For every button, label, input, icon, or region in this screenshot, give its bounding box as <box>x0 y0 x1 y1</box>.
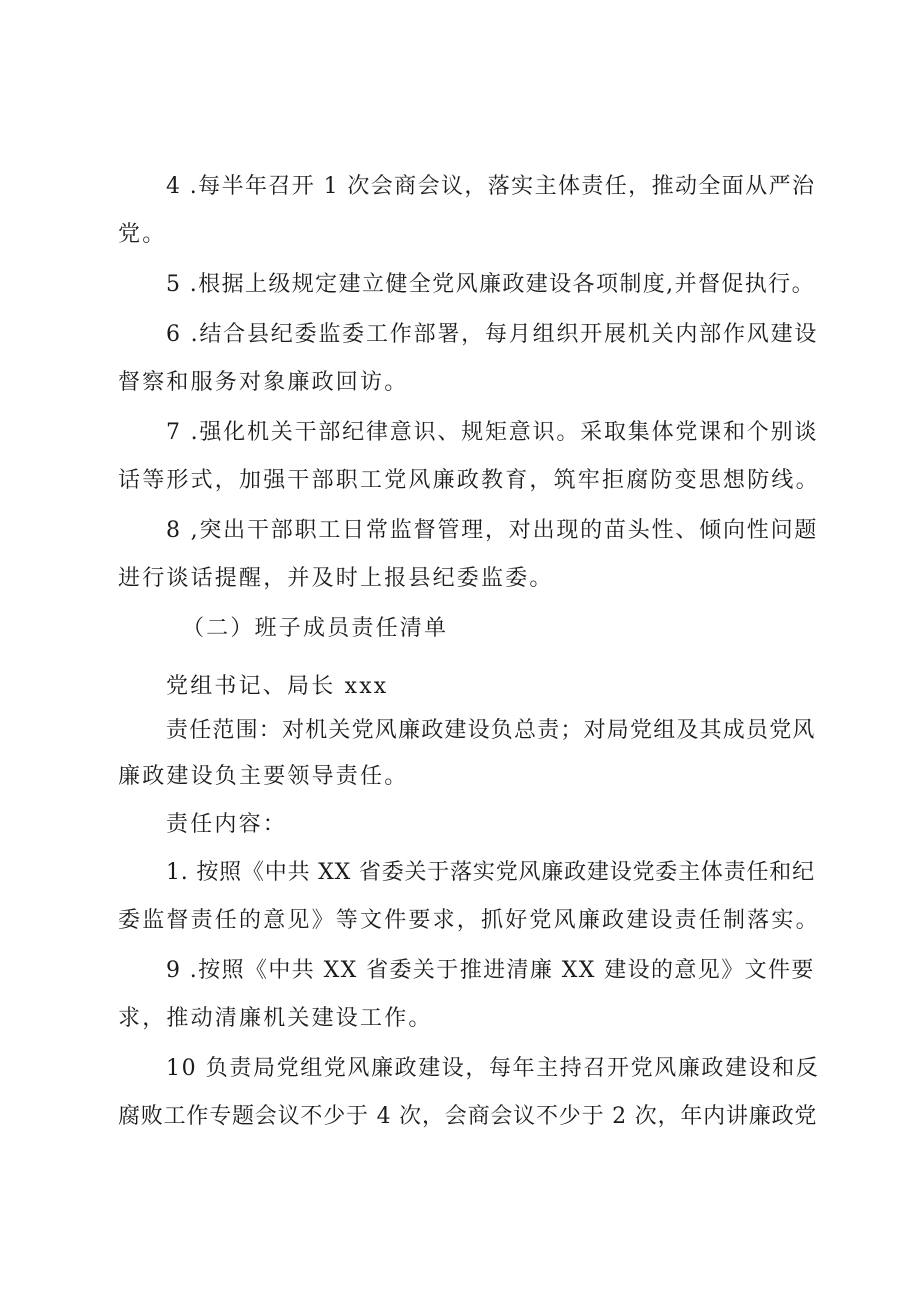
item-1-line-1: 1. 按照《中共 XX 省委关于落实党风廉政建设党委主体责任和纪 <box>166 860 815 885</box>
responsibility-content-label: 责任内容： <box>166 812 288 837</box>
paragraph-6-line-2: 督察和服务对象廉政回访。 <box>118 370 409 395</box>
item-10-line-1: 10 负责局党组党风廉政建设，每年主持召开党风廉政建设和反 <box>166 1056 820 1081</box>
item-9-line-1: 9 .按照《中共 XX 省委关于推进清廉 XX 建设的意见》文件要 <box>166 958 815 983</box>
item-9-line-2: 求，推动清廉机关建设工作。 <box>118 1006 433 1031</box>
item-10-line-2: 腐败工作专题会议不少于 4 次，会商会议不少于 2 次，年内讲廉政党 <box>118 1104 818 1129</box>
paragraph-4-line-1: 4 .每半年召开 1 次会商会议，落实主体责任，推动全面从严治 <box>166 174 816 199</box>
paragraph-6-line-1: 6 .结合县纪委监委工作部署，每月组织开展机关内部作风建设 <box>166 322 819 347</box>
paragraph-5-line-1: 5 .根据上级规定建立健全党风廉政建设各项制度,并督促执行。 <box>166 272 815 297</box>
paragraph-7-line-2: 话等形式，加强干部职工党风廉政教育，筑牢拒腐防变思想防线。 <box>118 468 820 493</box>
paragraph-7-line-1: 7 .强化机关干部纪律意识、规矩意识。采取集体党课和个别谈 <box>166 420 819 445</box>
paragraph-4-line-2: 党。 <box>118 222 167 247</box>
person-title: 党组书记、局长 xxx <box>166 674 389 699</box>
paragraph-8-line-1: 8 ,突出干部职工日常监督管理，对出现的苗头性、倾向性问题 <box>166 518 819 543</box>
paragraph-8-line-2: 进行谈话提醒，并及时上报县纪委监委。 <box>118 566 554 591</box>
responsibility-scope-line-1: 责任范围：对机关党风廉政建设负总责；对局党组及其成员党风 <box>166 718 816 743</box>
responsibility-scope-line-2: 廉政建设负主要领导责任。 <box>118 764 409 789</box>
item-1-line-2: 委监督责任的意见》等文件要求，抓好党风廉政建设责任制落实。 <box>118 908 820 933</box>
section-heading: （二）班子成员责任清单 <box>182 616 449 641</box>
